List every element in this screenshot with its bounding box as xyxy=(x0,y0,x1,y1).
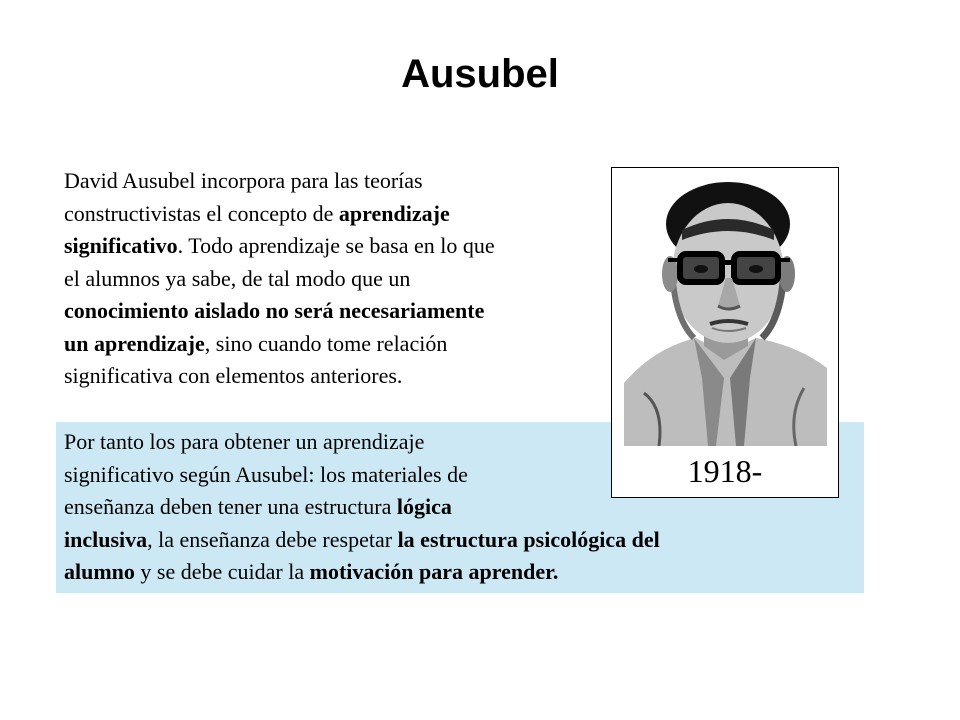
intro-bold-text: un aprendizaje xyxy=(64,330,205,356)
intro-bold-text: conocimiento aislado no será necesariamente xyxy=(64,298,485,323)
conclusion-bold-text: la estructura psicológica del xyxy=(397,526,660,552)
conclusion-bold-text: lógica xyxy=(396,494,452,519)
intro-line xyxy=(64,295,604,328)
conclusion-line: significativo según Ausubel: los materiales de xyxy=(64,461,468,487)
conclusion-line: Por tanto los para obtener un aprendizaje xyxy=(64,429,425,454)
page-title: Ausubel xyxy=(401,52,559,96)
conclusion-text: y se debe cuidar la xyxy=(134,559,310,584)
intro-line: David Ausubel incorpora para las teorías xyxy=(64,168,423,193)
intro-line: significativa con elementos anteriores. xyxy=(64,363,403,388)
conclusion-bold-text: alumno xyxy=(64,559,135,584)
conclusion-text: enseñanza deben tener una estructura xyxy=(64,494,397,519)
conclusion-bold-text: inclusiva xyxy=(64,526,148,552)
intro-bold-text: aprendizaje xyxy=(338,200,450,226)
intro-line xyxy=(64,198,604,231)
conclusion-text: , la enseñanza debe respetar xyxy=(147,526,398,552)
conclusion-bold-text: motivación para aprender. xyxy=(309,559,559,584)
intro-line xyxy=(64,328,604,361)
portrait-illustration xyxy=(624,178,827,446)
portrait-caption: 1918- xyxy=(687,453,763,489)
portrait-photo xyxy=(624,178,827,446)
intro-paragraph xyxy=(64,165,604,393)
intro-text: . Todo aprendizaje se basa en lo que xyxy=(177,233,495,258)
intro-bold-text: significativo xyxy=(64,233,178,258)
intro-line xyxy=(64,230,604,263)
intro-text: , sino cuando tome relación xyxy=(204,330,448,356)
intro-text: constructivistas el concepto de xyxy=(64,200,339,226)
intro-line: el alumnos ya sabe, de tal modo que un xyxy=(64,265,411,291)
conclusion-line xyxy=(64,556,854,589)
conclusion-line xyxy=(64,524,854,557)
portrait-frame xyxy=(611,167,839,498)
